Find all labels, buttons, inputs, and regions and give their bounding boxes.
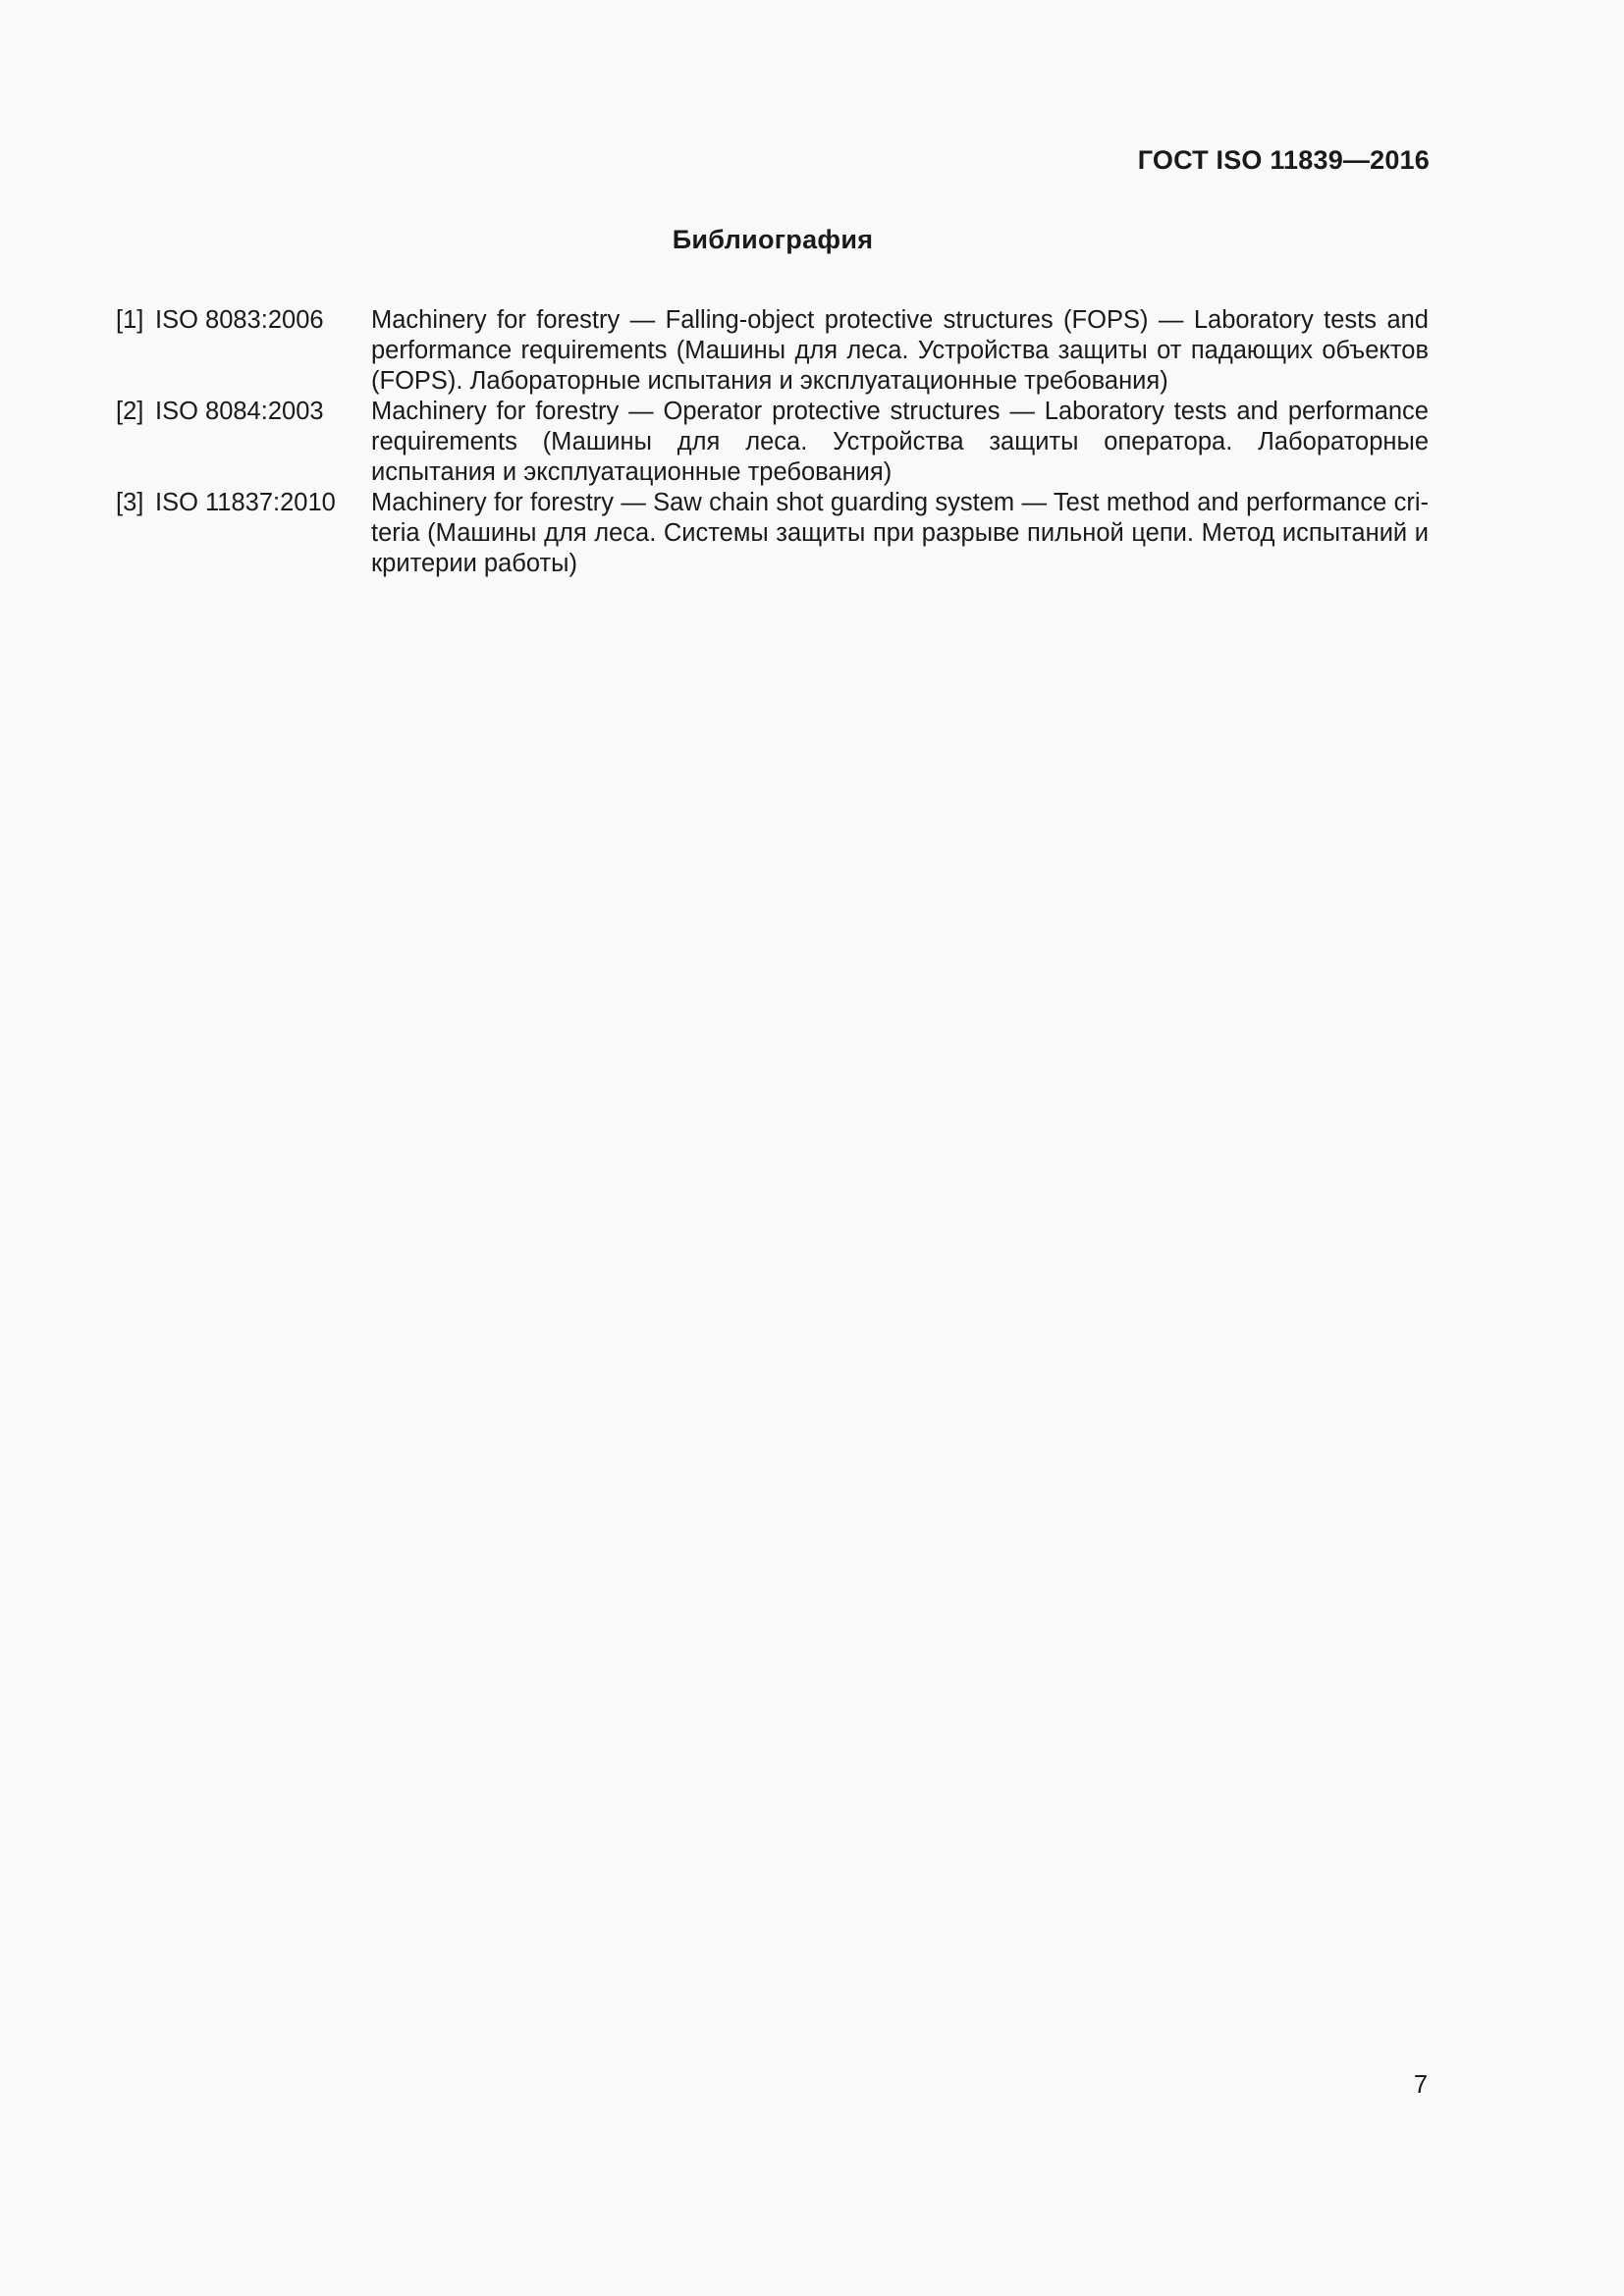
bibliography-standard-code: ISO 8083:2006: [155, 306, 324, 334]
bibliography-number: [3]: [116, 489, 144, 516]
bibliography-entry: [116, 305, 1429, 397]
page-number: 7: [1413, 2071, 1428, 2099]
bibliography-entry: [116, 397, 1429, 488]
bibliography-title: Machinery for forestry — Saw chain shot guarding system — Test method and performance criteria (Машины для леса. Системы защиты при разрыве пильной цепи. Метод испытаний и критерии работы): [371, 489, 1429, 577]
bibliography-title: Machinery for forestry — Falling-object protective structures (FOPS) — Laboratory tests and performance requirements (Машины для леса. Устройства защиты от падающих объектов (FOPS). Лабораторные испытания и эксплуатационные требования): [371, 306, 1429, 395]
bibliography-title: Machinery for forestry — Operator protective structures — Laboratory tests and performance requirements (Машины для леса. Устройства защиты оператора. Лабораторные испытания и эксплуатационные требования): [371, 398, 1429, 486]
section-title: Библиография: [672, 225, 874, 254]
bibliography-number: [2]: [116, 398, 144, 425]
bibliography-reference: [116, 397, 371, 427]
bibliography-number: [1]: [116, 306, 144, 334]
bibliography-standard-code: ISO 8084:2003: [155, 398, 324, 425]
bibliography-reference: [116, 305, 371, 336]
bibliography-entry: [116, 488, 1429, 579]
bibliography-reference: [116, 488, 371, 518]
bibliography-standard-code: ISO 11837:2010: [155, 489, 336, 516]
document-code-header: ГОСТ ISO 11839—2016: [1137, 145, 1430, 175]
bibliography-list: [116, 305, 1429, 579]
